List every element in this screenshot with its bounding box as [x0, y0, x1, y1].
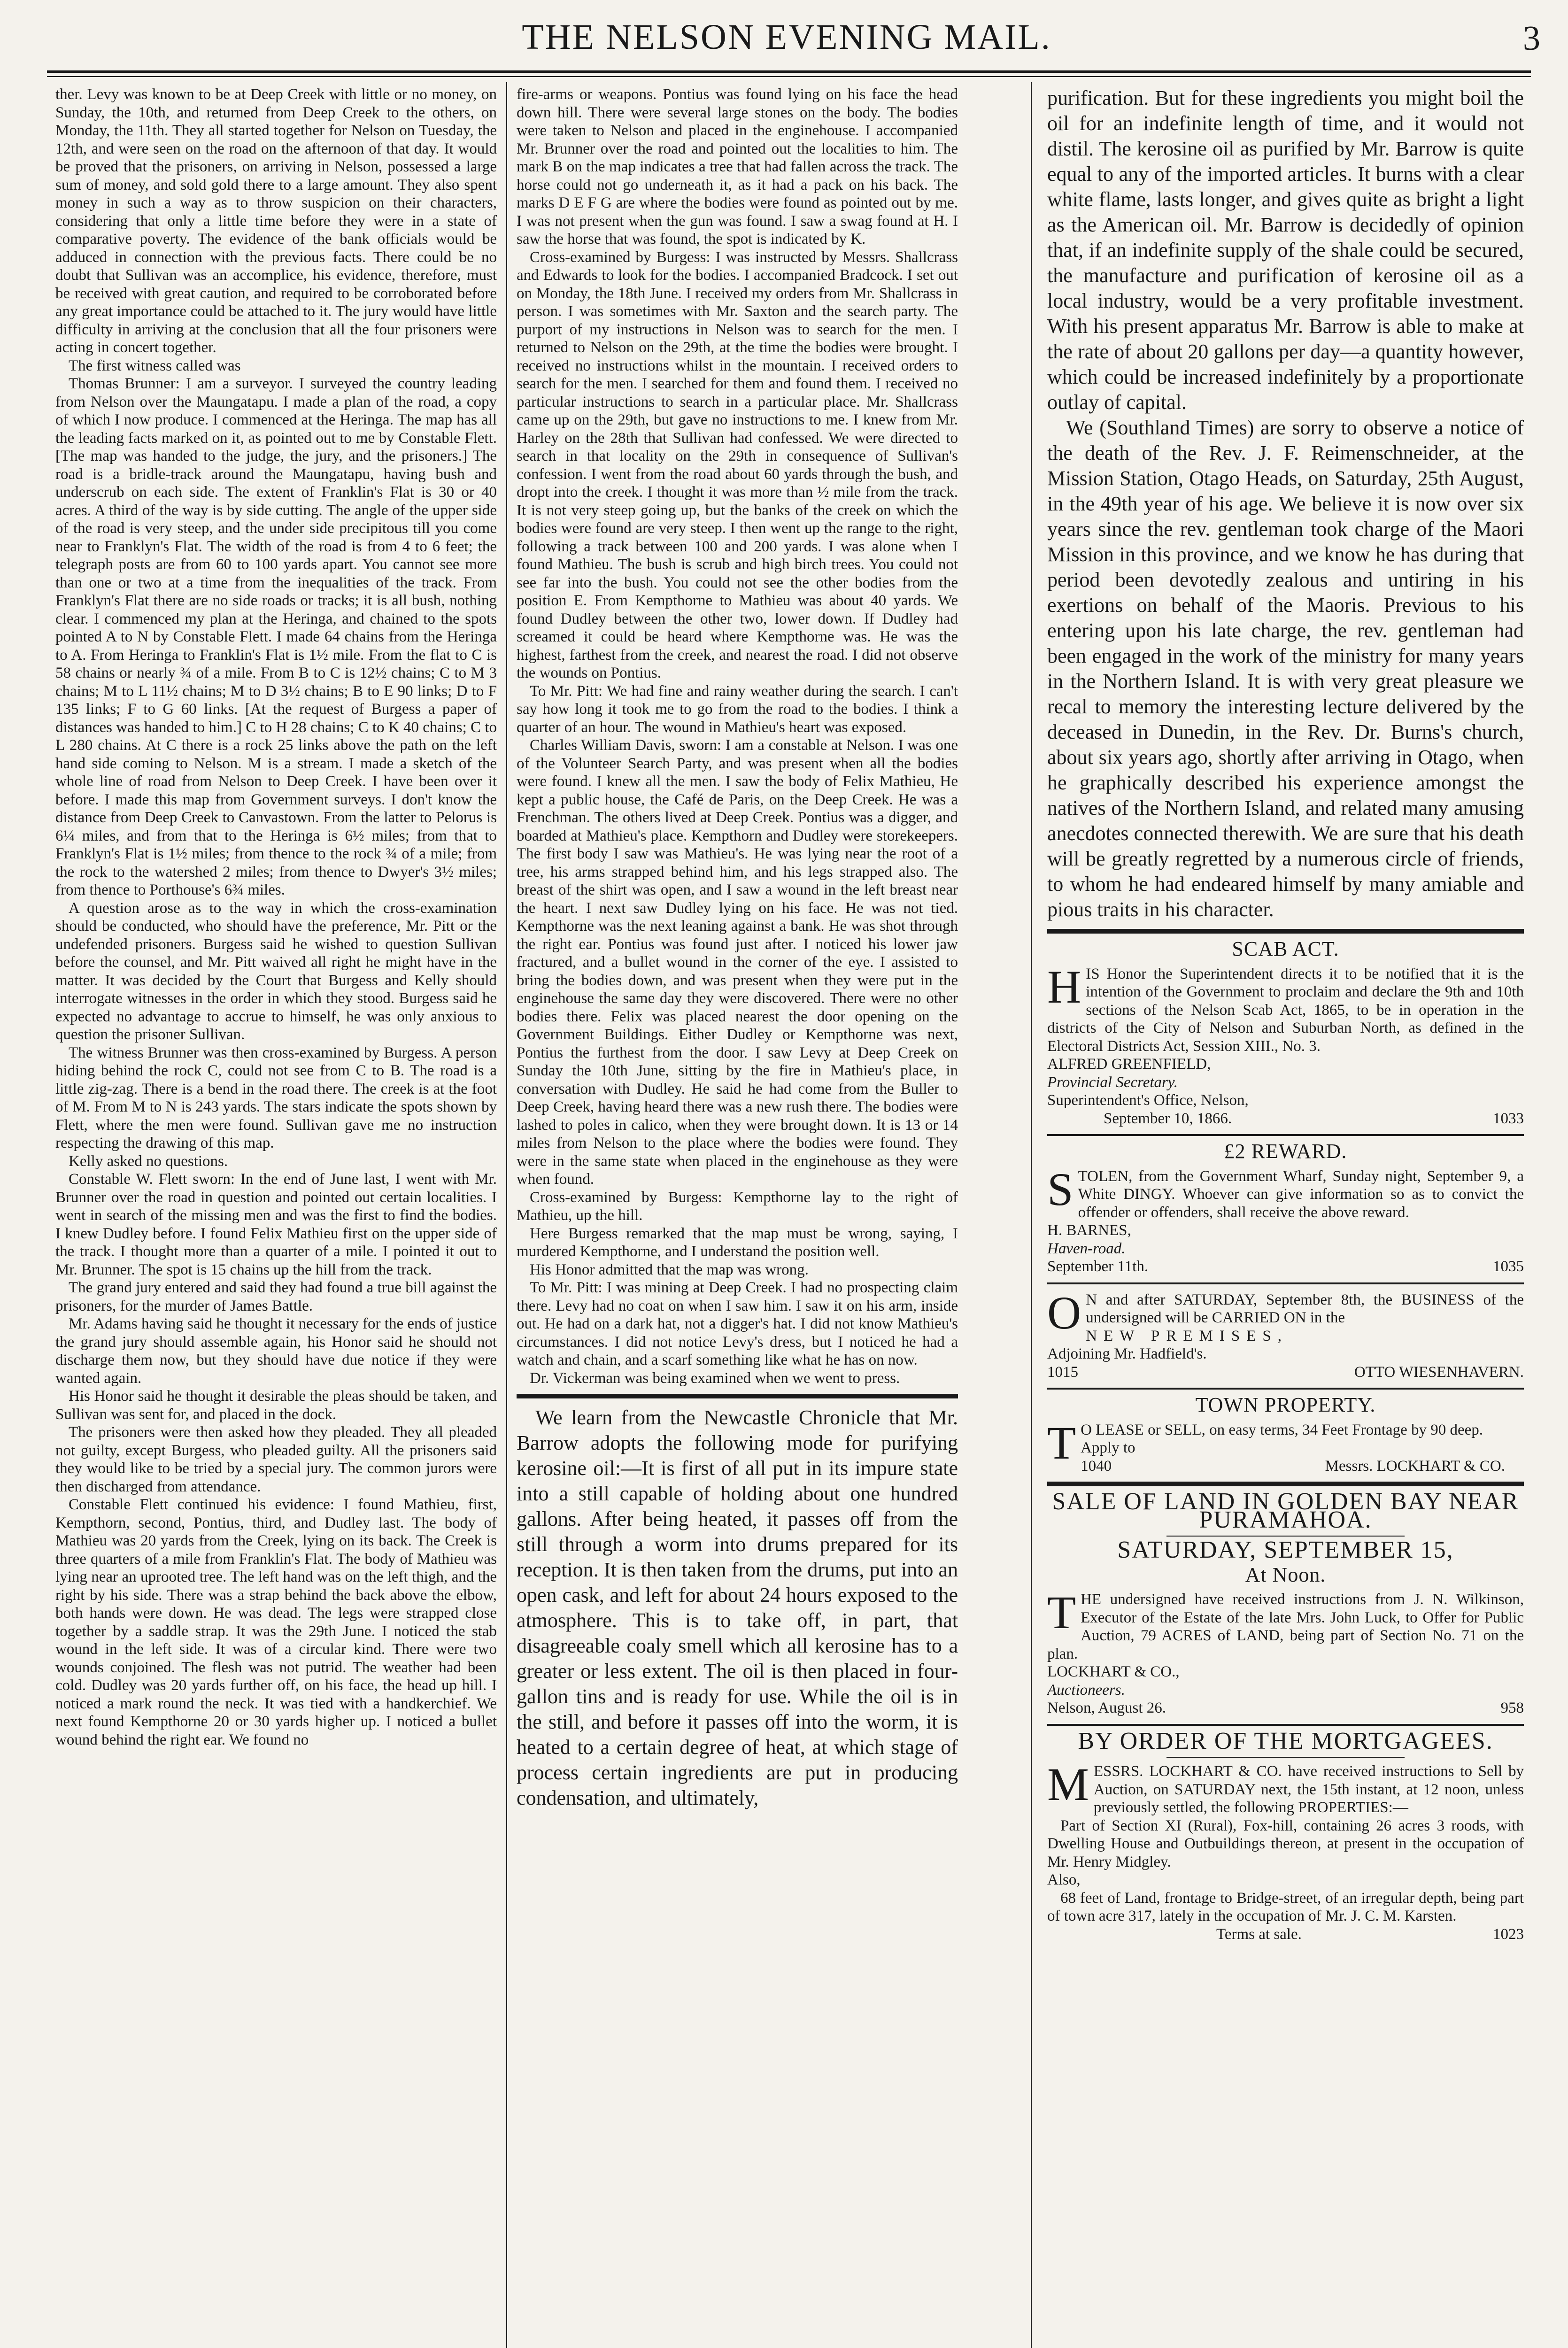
ad-heading: TOWN PROPERTY. — [1195, 1393, 1376, 1416]
drop-cap: M — [1047, 1758, 1089, 1810]
column-divider-2 — [1031, 82, 1032, 2348]
paragraph: Dr. Vickerman was being examined when we went to press. — [530, 1369, 900, 1387]
column-divider-1 — [506, 82, 507, 2348]
ad-date: September 11th. — [1047, 1258, 1149, 1275]
ad-number: 1023 — [1493, 1925, 1524, 1943]
ad-heading: BY ORDER OF THE MORTGAGEES. — [1078, 1727, 1493, 1754]
ad-number: 1035 — [1493, 1258, 1524, 1275]
ad-signer-place: Haven-road. — [1047, 1240, 1126, 1257]
paragraph: ther. Levy was known to be at Deep Creek with little or no money, on Sunday, the 10th, and returned from Deep Creek to the others, on Monday, the 11th. They all started together for Nelson on Tuesday, the 12th, and were seen on the road on the afternoon of that day. It would be proved that the prisoners, on arriving in Nelson, possessed a large sum of money, and sold gold there to a large amount. They also spent money in such a way as to throw suspicion on their characters, considering that only a little time before they were in a state of comparative poverty. The evidence of the bank officials would be adduced in connection with the previous facts. There could be no doubt that Sullivan was an accomplice, his evidence, therefore, must be received with great caution, and required to be corroborated before any great importance could be attached to it. The jury would have little difficulty in arriving at the conclusion that all the four prisoners were acting in concert together. — [55, 86, 497, 356]
ad-mortgagees — [1047, 1727, 1524, 1944]
ad-signer: Messrs. LOCKHART & CO. — [1325, 1457, 1505, 1475]
ad-scab-act — [1047, 937, 1524, 1128]
drop-cap: T — [1047, 1586, 1076, 1638]
paragraph: fire-arms or weapons. Pontius was found lying on his face the head down hill. There were several large stones on the body. The bodies were taken to Nelson and placed in the enginehouse. I accompanied Mr. Brunner over the road and pointed out the localities to him. The mark B on the map indicates a tree that had fallen across the track. The horse could not go underneath it, as it had a pack on his back. The marks D E F G are where the bodies were found as pointed out by me. I was not present when the gun was found. I saw a swag found at H. I saw the horse that was found, the spot is indicated by K. — [517, 86, 958, 247]
newspaper-title: THE NELSON EVENING MAIL. — [522, 17, 1051, 57]
ad-divider — [1047, 1134, 1524, 1136]
paragraph: A question arose as to the way in which the cross-examination should be conducted, who should have the preference, Mr. Pitt or the undefended prisoners. Burgess said he wished to question Sullivan before the counsel, and Mr. Pitt waived all right he might have in the matter. It was decided by the Court that Burgess and Kelly should interrogate witnesses in the order in which they stood. Burgess said he expected no advantage to accrue to himself, he was only anxious to question the prisoner Sullivan. — [55, 899, 497, 1043]
ad-body: ESSRS. LOCKHART & CO. have received instructions to Sell by Auction, on SATURDAY next, the 15th instant, at 12 noon, unless previously settled, the following PROPERTIES:— — [1093, 1763, 1524, 1816]
ad-adjoining: Adjoining Mr. Hadfield's. — [1047, 1345, 1207, 1362]
ad-number: 1040 — [1081, 1457, 1112, 1475]
ad-time: At Noon. — [1245, 1563, 1326, 1586]
ad-divider — [1047, 1724, 1524, 1726]
paragraph: Constable W. Flett sworn: In the end of June last, I went with Mr. Brunner over the road in question and pointed out certain localities. I went in search of the missing men and was the first to find the bodies. I knew Dudley before. I found Felix Mathieu first on the upper side of the track. I thought more than a quarter of a mile. I pointed it out to Mr. Brunner. The spot is 15 chains up the hill from the track. — [55, 1171, 497, 1278]
ad-heading: £2 REWARD. — [1224, 1140, 1347, 1163]
ad-item: Part of Section XI (Rural), Fox-hill, containing 26 acres 3 roods, with Dwelling House and Outbuildings thereon, at present in the occupation of Mr. Henry Midgley. — [1047, 1817, 1524, 1870]
paragraph: Cross-examined by Burgess: I was instructed by Messrs. Shallcrass and Edwards to look for the bodies. I accompanied Bradcock. I set out on Monday, the 18th June. I received my orders from Mr. Shallcrass in person. I was sometimes with Mr. Saxton and the search party. The purport of my instructions in Nelson was to search for the men. I returned to Nelson on the 29th, at the time the bodies were brought. I received no instructions whilst in the mountain. I received orders to search for the men. I searched for them and found them. I received no particular instructions to search in a particular place. Mr. Shallcrass came up on the 29th, but gave no instructions to me. I knew from Mr. Harley on the 28th that Sullivan had confessed. We were directed to search in that locality on the 29th in consequence of Sullivan's confession. I went from the road about 60 yards through the bush, and dropt into the creek. I thought it was more than ½ mile from the track. It is not very steep going up, but the banks of the creek on which the bodies were found are very steep. I then went up the range to the right, following a track between 100 and 200 yards. I was alone when I found Mathieu. The bush is scrub and high birch trees. You could not see far into the bush. You could not see the other bodies from the position E. From Kempthorne to Mathieu was about 40 yards. We found Dudley between the other two, lower down. If Dudley had screamed it could be heard where Kempthorne was. He was the highest, farthest from the creek, and nearest the road. I did not observe the wounds on Pontius. — [517, 248, 958, 681]
article-kerosine-continued — [1047, 85, 1524, 922]
ad-subheading: SATURDAY, SEPTEMBER 15, — [1117, 1537, 1454, 1563]
ad-divider — [1047, 1482, 1524, 1486]
ad-sale-of-land — [1047, 1488, 1524, 1717]
ad-office: Superintendent's Office, Nelson, — [1047, 1092, 1249, 1109]
paragraph: His Honor admitted that the map was wrong. — [530, 1261, 809, 1278]
paragraph: Kelly asked no questions. — [69, 1152, 228, 1170]
ad-number: 958 — [1500, 1699, 1524, 1716]
page-number: 3 — [1523, 19, 1540, 58]
drop-cap: T — [1047, 1416, 1076, 1469]
masthead — [33, 14, 1540, 66]
paragraph: Here Burgess remarked that the map must be wrong, saying, I murdered Kempthorne, and I understand the position well. — [517, 1225, 958, 1260]
paragraph: To Mr. Pitt: We had fine and rainy weather during the search. I can't say how long it took me to go from the road to the bodies. I think a quarter of an hour. The wound in Mathieu's heart was exposed. — [517, 682, 958, 736]
paragraph: We (Southland Times) are sorry to observe a notice of the death of the Rev. J. F. Reimenschneider, at the Mission Station, Otago Heads, on Saturday, 25th August, in the 49th year of his age. We believe it is now over six years since the rev. gentleman took charge of the Maori Mission in this province, and we know he has during that period been devotedly zealous and untiring in his exertions on behalf of the Maoris. Previous to his entering upon his late charge, the rev. gentleman had been engaged in the work of the ministry for many years in the Northern Island. It is with very great pleasure we recal to memory the interesting lecture delivered by the deceased in Dunedin, in the Rev. Dr. Burns's church, about six years ago, shortly after arriving in Otago, when he graphically described his experience amongst the natives of the Northern Island, and related many amusing anecdotes connected therewith. We are sure that his death will be greatly regretted by a numerous circle of friends, to whom he had endeared himself by many amiable and pious traits in his character. — [1047, 416, 1524, 921]
ad-date: Nelson, August 26. — [1047, 1699, 1166, 1716]
ad-body: IS Honor the Superintendent directs it to be notified that it is the intention of the Government to proclaim and declare the 9th and 10th sections of the Nelson Scab Act, 1865, to be in operation in the districts of the City of Nelson and Suburban North, as defined in the Electoral Districts Act, Session XIII., No. 3. — [1047, 965, 1524, 1055]
paragraph: To Mr. Pitt: I was mining at Deep Creek. I had no prospecting claim there. Levy had no coat on when I saw him. I saw it on his arm, inside out. He had on a dark hat, not a digger's hat. I did not know Mathieu's circumstances. I did not notice Levy's dress, but I noticed he had a watch and chain, and a scarf something like what he has on now. — [517, 1279, 958, 1368]
drop-cap: O — [1047, 1286, 1081, 1339]
ad-new-premises-title: NEW PREMISES, — [1086, 1327, 1288, 1344]
section-divider — [517, 1394, 958, 1398]
ad-divider — [1047, 1282, 1524, 1284]
paragraph: Constable Flett continued his evidence: I found Mathieu, first, Kempthorn, second, Pontius, third, and Dudley last. The body of Mathieu was 20 yards from the Creek, lying on its back. The Creek is three quarters of a mile from Franklin's Flat. The body of Mathieu was lying near an uprooted tree. The left hand was on the left thigh, and the right by his side. There was a strap behind the back above the elbow, both hands were down. He was dead. The legs were strapped close together by a saddle strap. It was the 29th June. I noticed the stab wound in the left side. It was of a circular kind. There were two wounds conjoined. The flesh was not putrid. The weather had been cold. Dudley was 20 yards further off, on his face, the head up hill. I noticed a mark round the neck. It was tied with a handkerchief. We next found Kempthorne 20 or 30 yards higher up. I noticed a bullet wound behind the right ear. We found no — [55, 1496, 497, 1748]
ad-heading: SALE OF LAND IN GOLDEN BAY NEAR PURAMAHOA. — [1052, 1488, 1519, 1533]
ad-number: 1033 — [1493, 1110, 1524, 1127]
masthead-rule-thin — [47, 76, 1531, 77]
ad-divider — [1047, 1388, 1524, 1390]
column-trial-report-1 — [55, 85, 497, 2348]
ad-reward — [1047, 1140, 1524, 1276]
paragraph: His Honor said he thought it desirable the pleas should be taken, and Sullivan was sent for, and placed in the dock. — [55, 1388, 497, 1423]
ad-signer: H. BARNES, — [1047, 1222, 1131, 1239]
ad-new-premises — [1047, 1286, 1524, 1382]
ad-item: 68 feet of Land, frontage to Bridge-street, of an irregular depth, being part of town acre 317, lately in the occupation of Mr. J. C. M. Karsten. — [1047, 1889, 1524, 1924]
paragraph: The prisoners were then asked how they pleaded. They all pleaded not guilty, except Burgess, who pleaded guilty. All the prisoners said they would like to be tried by a special jury. The common jurors were then discharged from attendance. — [55, 1424, 497, 1495]
ad-heading: SCAB ACT. — [1232, 937, 1339, 960]
ad-signer-title: Provincial Secretary. — [1047, 1074, 1178, 1091]
paragraph: Mr. Adams having said he thought it necessary for the ends of justice the grand jury should assemble again, his Honor said he should not discharge them now, but they should have due notice if they were wanted again. — [55, 1315, 497, 1387]
ad-town-property — [1047, 1393, 1524, 1475]
section-divider — [1047, 929, 1524, 934]
drop-cap: S — [1047, 1163, 1074, 1215]
paragraph: The witness Brunner was then cross-examined by Burgess. A person hiding behind the rock C, could not see from C to B. The road is a little zig-zag. There is a bend in the road there. The creek is at the foot of M. From M to N is 243 yards. The stars indicate the spots shown by Flett, where the men were found. Sullivan gave me no instruction respecting the drawing of this map. — [55, 1044, 497, 1151]
ad-signer: OTTO WIESENHAVERN. — [1354, 1363, 1524, 1381]
ad-date: September 10, 1866. — [1104, 1110, 1232, 1127]
ad-signer: ALFRED GREENFIELD, — [1047, 1056, 1211, 1073]
ad-body: TOLEN, from the Government Wharf, Sunday night, September 9, a White DINGY. Whoever can give information so as to convict the offender or offenders, shall receive the above reward. — [1078, 1167, 1524, 1221]
paragraph: Cross-examined by Burgess: Kempthorne lay to the right of Mathieu, up the hill. — [517, 1189, 958, 1224]
ad-number: 1015 — [1047, 1363, 1078, 1381]
paragraph: We learn from the Newcastle Chronicle that Mr. Barrow adopts the following mode for purifying kerosine oil:—It is first of all put in its impure state into a still capable of holding about one hundred gallons. After being heated, it passes off from the still through a worm into drums prepared for its reception. It is then taken from the drums, put into an open cask, and left for about 24 hours exposed to the atmosphere. This is to take off, in part, that disagreeable coaly smell which all kerosine has to a greater or less extent. The oil is then placed in four-gallon tins and is ready for use. While the oil is in the still, and before it passes off into the worm, it is heated to a certain degree of heat, at which stage of process certain ingredients are put in producing condensation, and ultimately, — [517, 1406, 958, 1809]
ad-body: O LEASE or SELL, on easy terms, 34 Feet Frontage by 90 deep. — [1081, 1421, 1483, 1438]
ad-body: HE undersigned have received instructions from J. N. Wilkinson, Executor of the Estate of the late Mrs. John Luck, to Offer for Public Auction, 79 ACRES of LAND, being part of Section No. 71 on the plan. — [1047, 1591, 1524, 1662]
article-kerosine — [517, 1405, 958, 1811]
ad-also: Also, — [1047, 1871, 1081, 1888]
paragraph: Charles William Davis, sworn: I am a constable at Nelson. I was one of the Volunteer Search Party, and was present when all the bodies were found. I knew all the men. I saw the body of Felix Mathieu, He kept a public house, the Café de Paris, on the Deep Creek. He was a Frenchman. The others lived at Deep Creek. Pontius was a digger, and boarded at Mathieu's place. Kempthorn and Dudley were storekeepers. The first body I saw was Mathieu's. He was lying near the root of a tree, his arms strapped behind him, and his legs strapped also. The breast of the shirt was open, and I saw a wound in the left breast near the heart. I next saw Dudley lying on his face. He was not tied. Kempthorne was the next leaning against a bank. He was shot through the right ear. Pontius was found just after. I noticed his lower jaw fractured, and a bullet wound in the corner of the eye. I assisted to bring the bodies down, and was present when they were put in the enginehouse the same day they were discovered. There were no other bodies there. Felix was placed nearest the door opening on the Government Buildings. Either Dudley or Kempthorne was next, Pontius the furthest from the door. I saw Levy at Deep Creek on Sunday the 10th June, sitting by the fire in Mathieu's place, in conversation with Dudley. He said he had come from the Buller to Deep Creek, having heard there was a new rush there. The bodies were lashed to poles in calico, when they were brought down. It is 13 or 14 miles from Nelson to the place where the bodies were found. They were in the same state when placed in the enginehouse as they were when found. — [517, 737, 958, 1188]
column-trial-report-2 — [517, 85, 958, 2348]
column-news-and-ads — [1047, 85, 1524, 2348]
ad-apply: Apply to — [1081, 1439, 1135, 1456]
ad-body: N and after SATURDAY, September 8th, the BUSINESS of the undersigned will be CARRIED ON in the — [1086, 1291, 1524, 1326]
ad-sub-rule — [1166, 1757, 1405, 1758]
paragraph: purification. But for these ingredients you might boil the oil for an indefinite length of time, and it would not distil. The kerosine oil as purified by Mr. Barrow is quite equal to any of the imported articles. It burns with a clear white flame, lasts longer, and gives quite as bright a light as the American oil. Mr. Barrow is decidedly of opinion that, if an indefinite supply of the shale could be secured, the manufacture and purification of kerosine oil as a local industry, would be a very profitable investment. With his present apparatus Mr. Barrow is able to make at the rate of about 20 gallons per day—a quantity however, which could be increased indefinitely by a proportionate outlay of capital. — [1047, 86, 1524, 414]
paragraph: The first witness called was — [69, 357, 241, 374]
ad-signer-title: Auctioneers. — [1047, 1681, 1125, 1699]
paragraph: The grand jury entered and said they had found a true bill against the prisoners, for the murder of James Battle. — [55, 1279, 497, 1314]
ad-signer: LOCKHART & CO., — [1047, 1663, 1180, 1680]
drop-cap: H — [1047, 960, 1081, 1013]
paragraph: Thomas Brunner: I am a surveyor. I surveyed the country leading from Nelson over the Maungatapu. I made a plan of the road, a copy of which I now produce. I commenced at the Heringa. The map has all the leading facts marked on it, as pointed out to me by Constable Flett. [The map was handed to the judge, the jury, and the prisoners.] The road is a bridle-track around the Maungatapu, having bush and underscrub on each side. The extent of Franklin's Flat is 30 or 40 acres. A third of the way is by side cutting. The angle of the upper side of the road is very steep, and the under side precipitous till you come near to Franklyn's Flat. The width of the road is from 4 to 6 feet; the telegraph posts are from 60 to 100 yards apart. You cannot see more than one or two at a time from the inequalities of the track. From Franklyn's Flat there are no side roads or tracks; it is all bush, nothing clear. I commenced my plan at the Heringa, and chained to the spots pointed A to N by Constable Flett. I made 64 chains from the Heringa to A. From Heringa to Franklin's Flat is 1½ mile. From the flat to C is 58 chains or nearly ¾ of a mile. From B to C is 12½ chains; C to M 3 chains; M to L 11½ chains; M to D 3½ chains; B to E 90 links; D to F 135 links; F to G 60 links. [At the request of Burgess a paper of distances was handed to him.] C to H 28 chains; C to K 40 chains; C to L 280 chains. At C there is a rock 25 links above the path on the left hand side coming to Nelson. M is a stream. I made a sketch of the whole line of road from Nelson to Deep Creek. I have been over it before. I made this map from Government surveys. I don't know the distance from Deep Creek to Canvastown. From the latter to Pelorus is 6¼ miles, and from that to the Heringa is 6½ miles; from that to Franklyn's Flat is 1½ miles; from thence to the rock ¾ of a mile; from the rock to the watershed 2 miles; from thence to Dwyer's 3½ miles; from thence to Porthouse's 6¾ miles. — [55, 375, 497, 898]
masthead-rule — [47, 70, 1531, 73]
ad-terms: Terms at sale. — [1216, 1925, 1302, 1943]
